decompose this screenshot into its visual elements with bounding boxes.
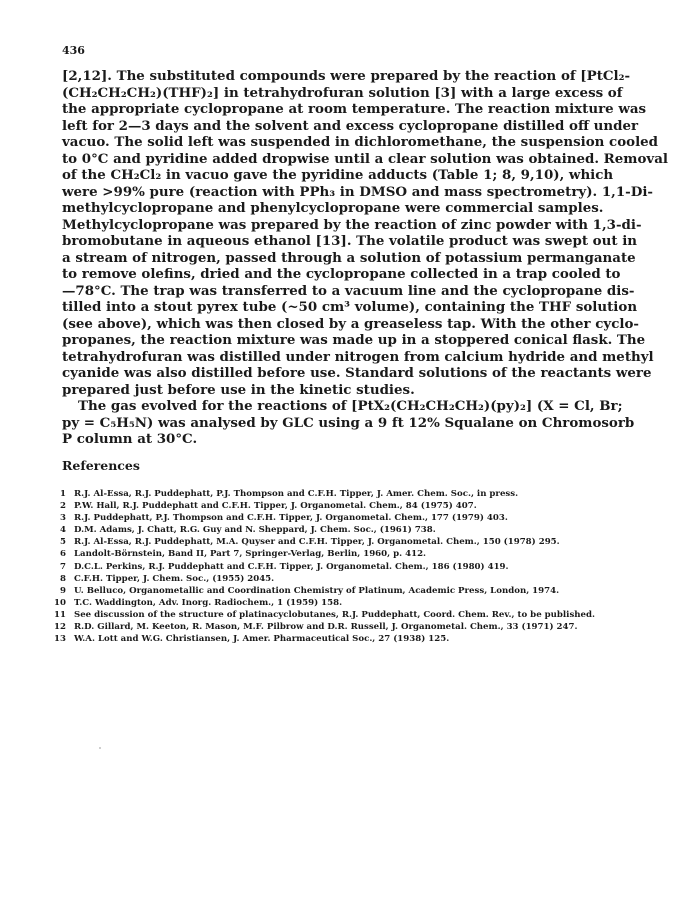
reference-number: 9: [60, 585, 66, 596]
reference-text: D.C.L. Perkins, R.J. Puddephatt and C.F.H. Tipper, J. Organometal. Chem., 186 (1980) 419.: [74, 561, 509, 572]
body-line: py = C₅H₅N) was analysed by GLC using a 9 ft 12% Squalane on Chromosorb: [62, 414, 635, 431]
body-line: propanes, the reaction mixture was made up in a stoppered conical flask. The: [62, 332, 646, 348]
reference-text: R.J. Puddephatt, P.J. Thompson and C.F.H. Tipper, J. Organometal. Chem., 177 (1979) 403.: [74, 513, 508, 524]
body-line: cyanide was also distilled before use. Standard solutions of the reactants were: [62, 365, 652, 381]
reference-text: R.J. Al-Essa, R.J. Puddephatt, P.J. Thompson and C.F.H. Tipper, J. Amer. Chem. Soc., in press.: [74, 489, 519, 499]
reference-text: R.D. Gillard, M. Keeton, R. Mason, M.F. Pilbrow and D.R. Russell, J. Organometal. Chem., 33 (1971) 247.: [74, 622, 578, 633]
reference-number: 3: [60, 513, 66, 524]
body-line: left for 2—3 days and the solvent and excess cyclopropane distilled off under: [62, 117, 639, 134]
reference-item: [52, 609, 642, 621]
scan-speck: [99, 747, 101, 749]
reference-item: [52, 573, 642, 585]
reference-number: 2: [60, 501, 66, 512]
body-line: P column at 30°C.: [62, 431, 198, 447]
body-line: of the CH₂Cl₂ in vacuo gave the pyridine adducts (Table 1; 8, 9,10), which: [62, 167, 614, 183]
reference-item: [52, 561, 642, 573]
reference-number: 13: [54, 634, 66, 645]
reference-item: [52, 524, 642, 536]
body-line: prepared just before use in the kinetic studies.: [62, 381, 415, 398]
reference-item: [52, 621, 642, 633]
body-line: methylcyclopropane and phenylcyclopropane were commercial samples.: [62, 200, 604, 216]
body-line: vacuo. The solid left was suspended in dichloromethane, the suspension cooled: [62, 134, 659, 150]
reference-item: [52, 500, 642, 512]
reference-number: 7: [60, 561, 66, 572]
reference-text: W.A. Lott and W.G. Christiansen, J. Amer. Pharmaceutical Soc., 27 (1938) 125.: [74, 634, 450, 645]
reference-text: T.C. Waddington, Adv. Inorg. Radiochem., 1 (1959) 158.: [74, 597, 343, 608]
body-line: to 0°C and pyridine added dropwise until a clear solution was obtained. Removal: [62, 150, 668, 167]
reference-item: [52, 633, 642, 645]
body-line: [2,12]. The substituted compounds were prepared by the reaction of [PtCl₂-: [62, 68, 631, 84]
reference-item: [52, 512, 642, 524]
body-line: The gas evolved for the reactions of [PtX₂(CH₂CH₂CH₂)(py)₂] (X = Cl, Br;: [78, 398, 623, 414]
body-line: tilled into a stout pyrex tube (~50 cm³ volume), containing the THF solution: [62, 299, 638, 315]
references-heading: References: [62, 458, 140, 473]
body-line: Methylcyclopropane was prepared by the reaction of zinc powder with 1,3-di-: [62, 216, 642, 233]
reference-item: [52, 536, 642, 548]
body-line: were >99% pure (reaction with PPh₃ in DMSO and mass spectrometry). 1,1-Di-: [62, 183, 653, 200]
reference-item: [52, 585, 642, 597]
body-line: (CH₂CH₂CH₂)(THF)₂] in tetrahydrofuran solution [3] with a large excess of: [62, 84, 623, 101]
body-line: tetrahydrofuran was distilled under nitrogen from calcium hydride and methyl: [62, 348, 654, 365]
reference-text: P.W. Hall, R.J. Puddephatt and C.F.H. Tipper, J. Organometal. Chem., 84 (1975) 407.: [74, 501, 477, 512]
references-list: [52, 488, 642, 645]
reference-text: U. Belluco, Organometallic and Coordination Chemistry of Platinum, Academic Press, London, 1974.: [74, 585, 560, 596]
reference-number: 5: [60, 537, 66, 548]
reference-number: 10: [54, 597, 66, 608]
reference-item: [52, 597, 642, 609]
reference-text: C.F.H. Tipper, J. Chem. Soc., (1955) 2045.: [74, 573, 275, 584]
body-line: to remove olefins, dried and the cyclopropane collected in a trap cooled to: [62, 266, 621, 282]
reference-text: Landolt-Börnstein, Band II, Part 7, Springer-Verlag, Berlin, 1960, p. 412.: [74, 549, 427, 560]
body-line: —78°C. The trap was transferred to a vacuum line and the cyclopropane dis-: [62, 282, 635, 299]
reference-text: R.J. Al-Essa, R.J. Puddephatt, M.A. Quyser and C.F.H. Tipper, J. Organometal. Chem., 150 (1978) 295.: [74, 537, 560, 548]
body-line: a stream of nitrogen, passed through a solution of potassium permanganate: [62, 249, 636, 266]
reference-item: [52, 548, 642, 560]
reference-text: See discussion of the structure of platinacyclobutanes, R.J. Puddephatt, Coord. Chem. Rev., to be published.: [74, 609, 595, 620]
reference-number: 1: [60, 489, 66, 499]
reference-number: 11: [54, 609, 66, 620]
body-line: the appropriate cyclopropane at room temperature. The reaction mixture was: [62, 101, 647, 117]
reference-text: D.M. Adams, J. Chatt, R.G. Guy and N. Sheppard, J. Chem. Soc., (1961) 738.: [74, 525, 436, 536]
body-line: (see above), which was then closed by a greaseless tap. With the other cyclo-: [62, 315, 639, 332]
reference-number: 6: [60, 549, 66, 560]
reference-number: 12: [54, 622, 66, 633]
reference-number: 8: [60, 573, 66, 584]
body-line: bromobutane in aqueous ethanol [13]. The volatile product was swept out in: [62, 233, 638, 249]
page-number: 436: [62, 44, 85, 57]
reference-number: 4: [60, 525, 66, 536]
reference-item: [52, 488, 642, 500]
body-text: [62, 68, 668, 448]
